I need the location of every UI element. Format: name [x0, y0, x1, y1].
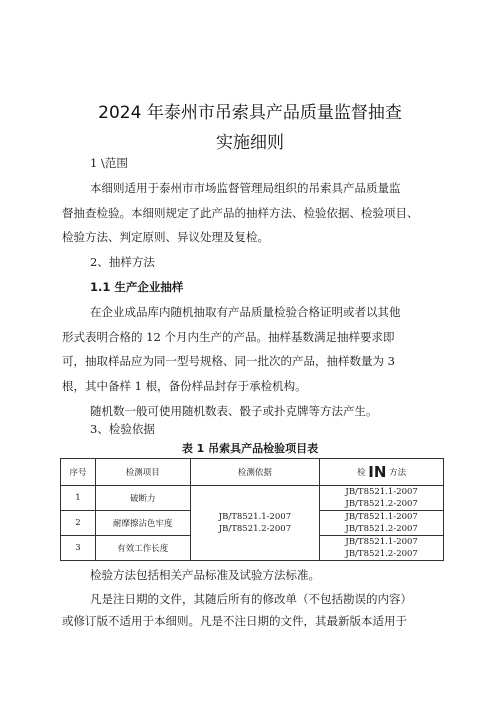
- method-line: JB/T8521.1-2007: [345, 512, 418, 522]
- cell-method: [320, 511, 444, 536]
- method-line: JB/T8521.2-2007: [345, 524, 418, 534]
- method-line: JB/T8521.1-2007: [345, 487, 418, 497]
- basis-line: JB/T8521.1-2007: [218, 512, 292, 522]
- section-3-heading: 3、检验依据: [90, 422, 155, 436]
- document-title-line2: 实施细则: [216, 133, 284, 153]
- header-method-in: IN: [368, 463, 387, 481]
- paragraph-line: 或修订版不适用于本细则。凡是不注日期的文件，其最新版本适用于: [62, 614, 407, 628]
- basis-line: JB/T8521.2-2007: [218, 524, 292, 534]
- cell-method: [320, 536, 444, 561]
- table-caption: 表 1 吊索具产品检验项目表: [181, 442, 319, 455]
- header-method-post: 方法: [389, 468, 407, 478]
- header-method-pre: 检: [357, 468, 366, 478]
- cell-item: 破断力: [95, 486, 190, 511]
- header-basis: 检测依据: [190, 459, 320, 486]
- paragraph-line: 检验方法包括相关产品标准及试验方法标准。: [90, 568, 320, 582]
- paragraph-line: 随机数一般可使用随机数表、骰子或扑克牌等方法产生。: [90, 404, 378, 418]
- method-line: JB/T8521.1-2007: [345, 537, 418, 547]
- table-header-row: [61, 459, 444, 486]
- section-2-heading: 2、抽样方法: [90, 255, 155, 269]
- header-item: 检测项目: [95, 459, 190, 486]
- paragraph-line: 在企业成品库内随机抽取有产品质量检验合格证明或者以其他: [90, 305, 401, 319]
- cell-method: [320, 486, 444, 511]
- paragraph-line: 检验方法、判定原则、异议处理及复检。: [62, 230, 269, 244]
- cell-basis-merged: [190, 486, 320, 561]
- header-seq: 序号: [61, 459, 96, 486]
- section-2-1-heading: 1.1 生产企业抽样: [90, 280, 184, 294]
- paragraph-line: 督抽查检验。本细则规定了此产品的抽样方法、检验依据、检验项目、: [62, 206, 419, 220]
- cell-seq: 3: [61, 536, 96, 561]
- cell-item: 有效工作长度: [95, 536, 190, 561]
- table-row: [61, 486, 444, 511]
- paragraph-line: 可，抽取样品应为同一型号规格、同一批次的产品，抽样数量为 3: [62, 354, 395, 368]
- paragraph-line: 本细则适用于泰州市市场监督管理局组织的吊索具产品质量监: [90, 181, 401, 195]
- paragraph-line: 形式表明合格的 12 个月内生产的产品。抽样基数满足抽样要求即: [62, 330, 395, 344]
- paragraph-line: 凡是注日期的文件，其随后所有的修改单（不包括勘误的内容）: [90, 592, 412, 606]
- document-title-line1: 2024 年泰州市吊索具产品质量监督抽查: [98, 103, 402, 123]
- cell-seq: 2: [61, 511, 96, 536]
- method-line: JB/T8521.2-2007: [345, 499, 418, 509]
- inspection-items-table: [60, 458, 444, 561]
- cell-item: 耐摩擦沾色牢度: [95, 511, 190, 536]
- header-method: [320, 459, 444, 486]
- section-1-heading: 1 \范围: [90, 156, 128, 170]
- method-line: JB/T8521.2-2007: [345, 549, 418, 559]
- cell-seq: 1: [61, 486, 96, 511]
- paragraph-line: 根，其中备样 1 根，备份样品封存于承检机构。: [62, 379, 307, 393]
